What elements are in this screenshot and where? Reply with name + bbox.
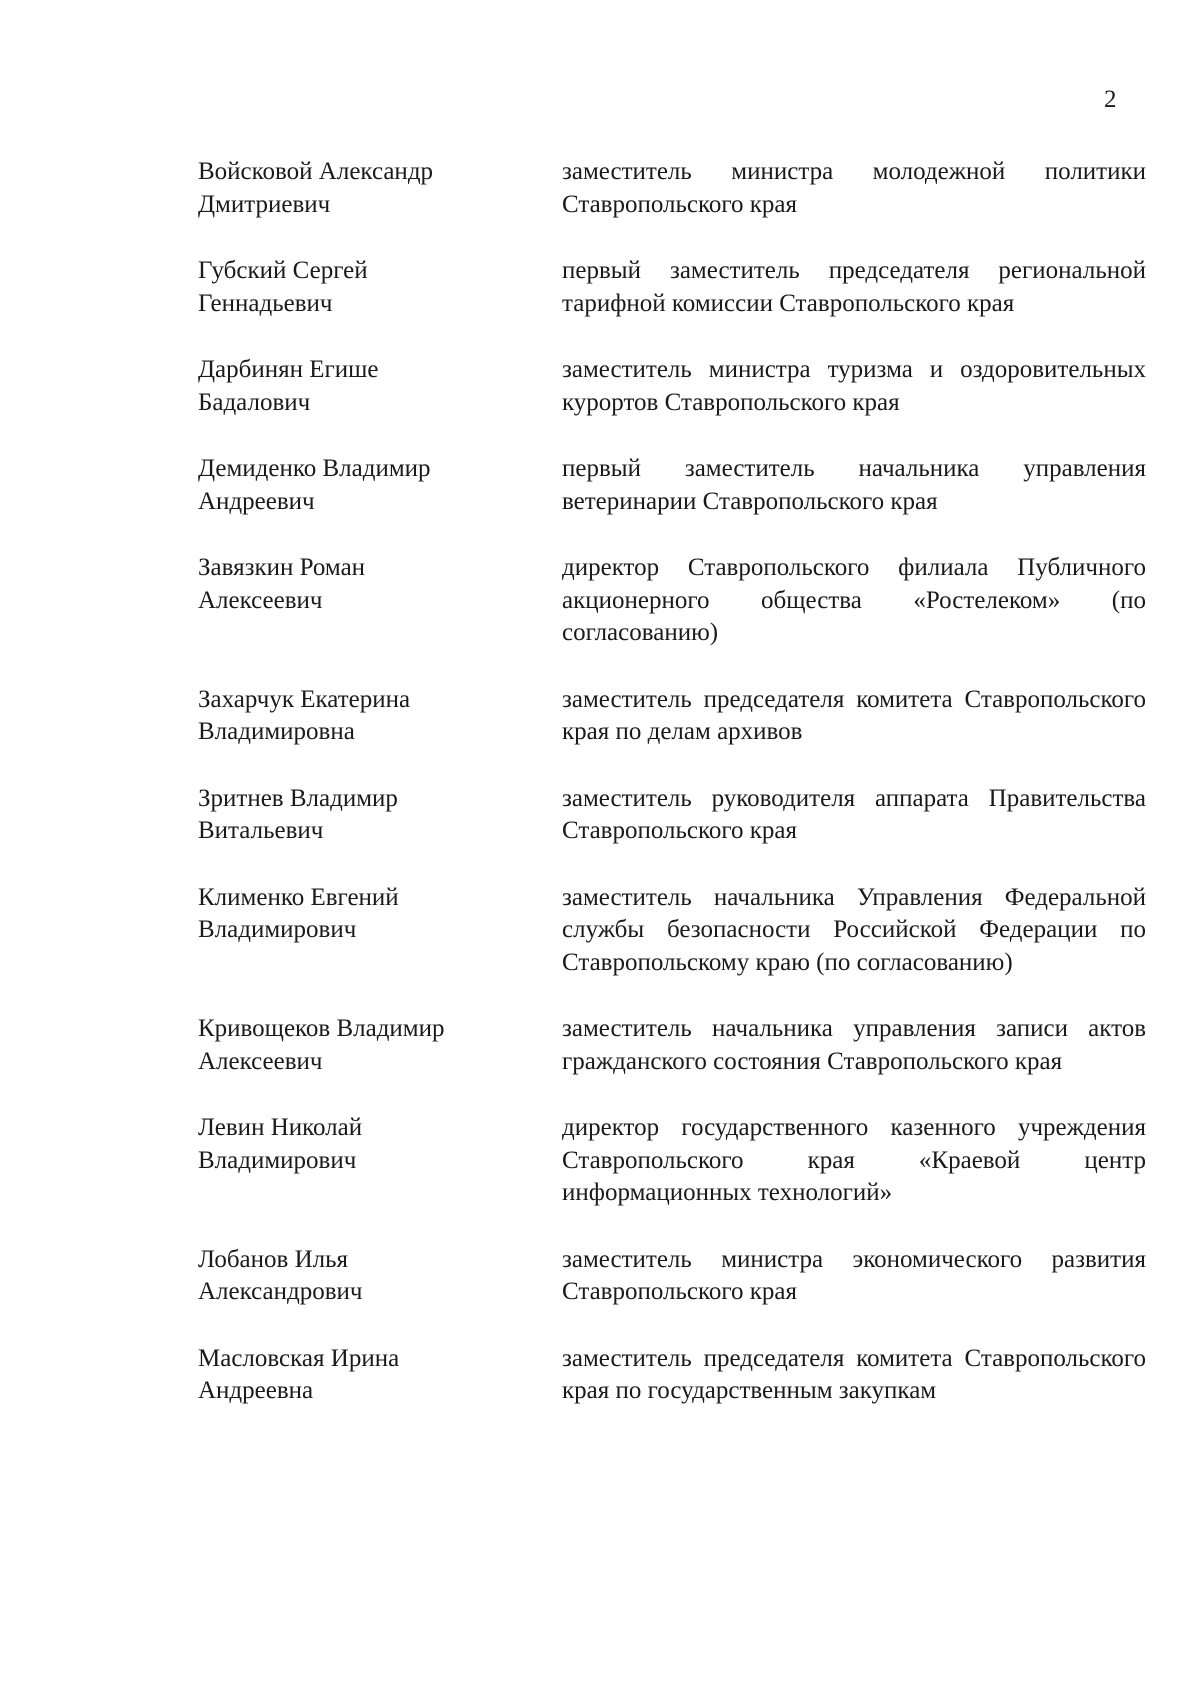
member-position: заместитель начальника Управления Федеральной службы безопасности Российской Федерации по Ставропольскому краю (по согласованию) [562, 883, 1146, 976]
list-item [0, 255, 1200, 320]
member-name-line-1: Лобанов Илья [198, 1245, 349, 1273]
member-name-line-2: Геннадьевич [198, 289, 333, 317]
list-item [0, 1112, 1200, 1210]
list-item [0, 156, 1200, 221]
member-name-line-2: Андреевна [198, 1377, 314, 1404]
member-name-line-1: Дарбинян Егише [198, 356, 379, 383]
member-name-line-2: Витальевич [198, 817, 324, 844]
member-name [198, 882, 528, 980]
member-name [198, 1343, 528, 1408]
member-name-line-1: Левин Николай [198, 1114, 363, 1141]
member-position: заместитель министра молодежной политики Ставропольского края [562, 158, 1146, 218]
list-item [0, 354, 1200, 419]
member-name-line-1: Захарчук Екатерина [198, 685, 411, 713]
member-name [198, 1244, 528, 1309]
list-item [0, 1013, 1200, 1078]
members-list [0, 156, 1200, 1442]
list-item [0, 1244, 1200, 1309]
member-position: заместитель начальника управления записи актов гражданского состояния Ставропольского края [562, 1015, 1146, 1075]
page-number: 2 [1104, 86, 1117, 113]
list-item [0, 783, 1200, 848]
member-position: директор государственного казенного учреждения Ставропольского края «Краевой центр информационных технологий» [562, 1114, 1146, 1206]
member-name-line-2: Владимирович [198, 916, 357, 943]
member-position: заместитель председателя комитета Ставропольского края по делам архивов [562, 685, 1146, 745]
member-name [198, 1013, 528, 1078]
member-name-line-2: Владимировна [198, 718, 355, 745]
member-name-line-1: Масловская Ирина [198, 1344, 400, 1372]
member-name-line-1: Войсковой Александр [198, 158, 434, 185]
member-position: заместитель министра экономического развития Ставропольского края [562, 1245, 1146, 1305]
member-position: заместитель председателя комитета Ставропольского края по государственным закупкам [562, 1344, 1146, 1404]
list-item [0, 453, 1200, 518]
member-name [198, 156, 528, 221]
member-name [198, 255, 528, 320]
member-position: заместитель руководителя аппарата Правительства Ставропольского края [562, 784, 1146, 844]
member-name [198, 552, 528, 650]
member-name-line-1: Клименко Евгений [198, 883, 399, 911]
member-name [198, 354, 528, 419]
list-item [0, 552, 1200, 650]
member-position: первый заместитель председателя региональной тарифной комиссии Ставропольского края [562, 257, 1146, 317]
member-name-line-2: Бадалович [198, 388, 311, 416]
member-name [198, 684, 528, 749]
member-name-line-2: Алексеевич [198, 586, 323, 614]
list-item [0, 882, 1200, 980]
member-name-line-2: Владимирович [198, 1146, 357, 1174]
list-item [0, 1343, 1200, 1408]
member-name-line-1: Завязкин Роман [198, 554, 366, 581]
member-name-line-1: Зритнев Владимир [198, 784, 398, 812]
member-name-line-1: Губский Сергей [198, 257, 368, 284]
member-name-line-1: Демиденко Владимир [198, 455, 431, 482]
member-name-line-2: Александрович [198, 1278, 363, 1305]
member-name [198, 783, 528, 848]
member-name [198, 1112, 528, 1210]
member-name-line-2: Дмитриевич [198, 190, 331, 218]
member-name-line-2: Алексеевич [198, 1047, 323, 1075]
member-position: заместитель министра туризма и оздоровительных курортов Ставропольского края [562, 356, 1146, 416]
list-item [0, 684, 1200, 749]
member-position: директор Ставропольского филиала Публичного акционерного общества «Ростелеком» (по согласованию) [562, 554, 1146, 646]
member-name [198, 453, 528, 518]
member-name-line-2: Андреевич [198, 487, 315, 515]
member-name-line-1: Кривощеков Владимир [198, 1015, 445, 1042]
member-position: первый заместитель начальника управления ветеринарии Ставропольского края [562, 455, 1146, 515]
